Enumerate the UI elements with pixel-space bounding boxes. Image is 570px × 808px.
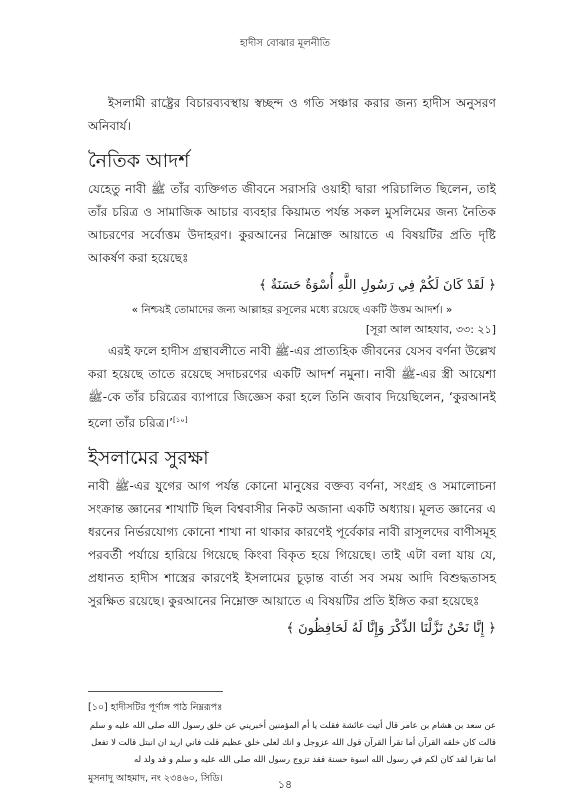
protection-paragraph: নাবী ﷺ-এর যুগের আগ পর্যন্ত কোনো মানুষের বক্তব্য বর্ণনা, সংগ্রহ ও সমালোচনা সংক্রান্ত জ্ঞানের শাখাটি ছিল বিশ্ববাসীর নিকট অজানা একটি অধ্যায়। মূলত জ্ঞানের এ ধরনের নির্ভরযোগ্য কোনো শাখা না থাকার কারণেই পূর্বেকার নাবী রাসূলদের বাণীসমূহ পরবর্তী পর্যায়ে হারিয়ে গিয়েছে কিংবা বিকৃত হয়ে গিয়েছে। তাই এটা বলা যায় যে, প্রধানত হাদীস শাস্ত্রের কারণেই ইসলামের চূড়ান্ত বার্তা সব সময় আদি বিশুদ্ধতাসহ সুরক্ষিত রয়েছে। কুরআনের নিম্নোক্ত আয়াতে এ বিষয়টির প্রতি ইঙ্গিত করা হয়েছেঃ	[88, 479, 496, 609]
running-header: হাদীস বোঝার মূলনীতি	[240, 38, 330, 49]
section-heading-moral-example: নৈতিক আদর্শ	[88, 150, 190, 172]
verse-reference: [সূরা আল আহযাব, ৩৩: ২১]	[365, 323, 496, 336]
footnote-divider	[88, 691, 223, 692]
aisha-hadith-text: এরই ফলে হাদীস গ্রন্থাবলীতে নাবী ﷺ-এর প্রাত্যহিক জীবনের যেসব বর্ণনা উল্লেখ করা হয়েছে তাতে রয়েছে সদাচরণের একটি আদর্শ নমুনা। নাবী ﷺ-এর স্ত্রী আয়েশা ﷺ-কে তাঁর চরিত্রের ব্যাপারে জিজ্ঞেস করা হলে তিনি জবাব দিয়েছিলেন, ‘কুরআনই হলো তাঁর চরিত্র।’	[88, 344, 497, 431]
footnote-marker[interactable]: [১০]	[173, 416, 188, 424]
quran-verse-arabic-2: ﴿ إِنَّا نَحْنُ نَزَّلْنَا الذِّكْرَ وَإِنَّا لَهُ لَحَافِظُونَ ﴾	[286, 621, 496, 637]
section-heading-protection-of-islam: ইসলামের সুরক্ষা	[88, 447, 209, 470]
moral-example-paragraph: যেহেতু নাবী ﷺ তাঁর ব্যক্তিগত জীবনে সরাসরি ওয়াহী দ্বারা পরিচালিত ছিলেন, তাই তাঁর চরিত্র ও সামাজিক আচার ব্যবহার কিয়ামত পর্যন্ত সকল মুসলিমের জন্য নৈতিক আচরণের সর্বোত্তম উদাহরণ। কুরআনের নিম্নোক্ত আয়াতে এ বিষয়টির প্রতি দৃষ্টি আকর্ষণ করা হয়েছেঃ	[88, 182, 496, 265]
main-content	[88, 92, 496, 643]
page-number: ১৪	[277, 778, 293, 791]
footnote-heading: [১০] হাদীসটির পূর্ণাঙ্গ পাঠ নিম্নরূপঃ	[88, 702, 223, 713]
footnote-arabic-text: عن سعد بن هشام بن عامر قال أتيت عائشة فقلت يا أم المؤمنين أخبريني عن خلق رسول الله صلى الله عليه و سلم قالت كان خلقه القرآن أما تقرأ القرآن قول الله عزوجل و انك لعلى خلق عظيم قلت فاني اريد ان انبتل قالت لا تفعل اما تقرا لقد كان لكم في رسول الله اسوة حسنة فقد تزوج رسول الله صلى الله عليه و سلم و قد ولد له	[89, 721, 496, 765]
intro-paragraph: ইসলামী রাষ্ট্রের বিচারব্যবস্থায় স্বচ্ছন্দ ও গতি সঞ্চার করার জন্য হাদীস অনুসরণ অনিবার্য।	[88, 96, 496, 133]
footnotes	[88, 700, 496, 787]
footnote-source: মুসনাদু আহমাদ, নং ২৩৪৬০, সিডি।	[88, 773, 223, 784]
aisha-hadith-paragraph	[88, 340, 496, 435]
verse-translation: « নিশ্চয়ই তোমাদের জন্য আল্লাহর রসূলের মধ্যে রয়েছে একটি উত্তম আদর্শ। »	[131, 304, 453, 316]
quran-verse-arabic: ﴿ لَقَدْ كَانَ لَكُمْ فِي رَسُولِ اللَّهِ أُسْوَةٌ حَسَنَةٌ ﴾	[258, 278, 496, 293]
